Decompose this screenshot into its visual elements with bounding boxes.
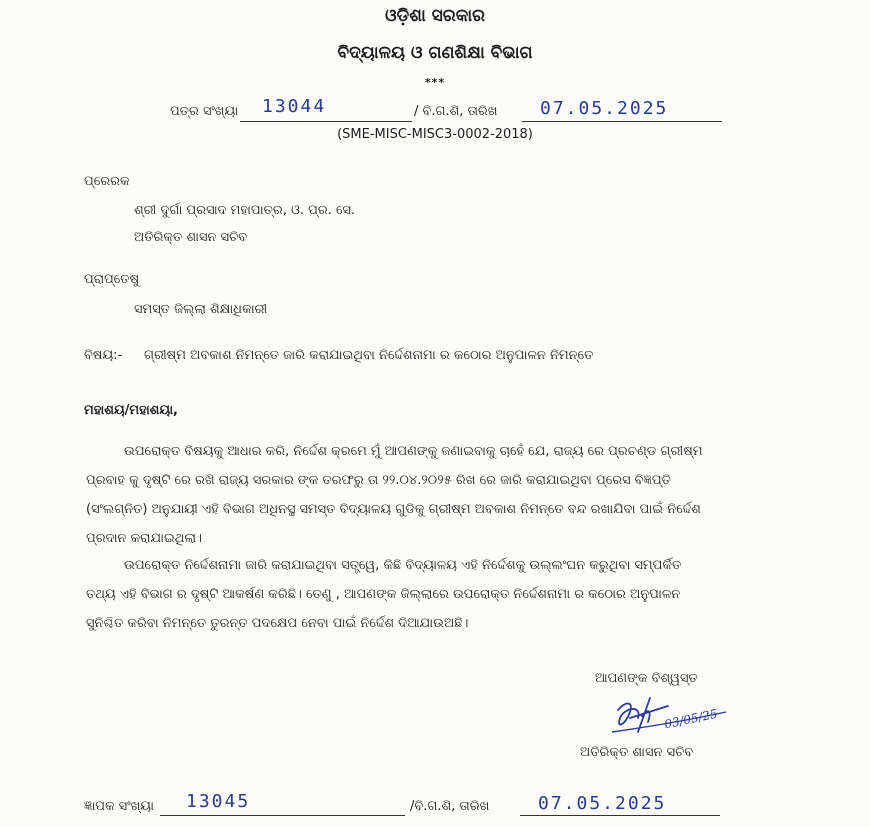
letter-no-label: ପତ୍ର ସଂଖ୍ୟା — [170, 104, 239, 119]
recipient-label: ପ୍ରାପ୍ତେଷୁ — [84, 272, 140, 287]
subject-text: ଗ୍ରୀଷ୍ମ ଅବକାଶ ନିମନ୍ତେ ଜାରି କରାଯାଇଥିବା ନିର୍ଦ୍ଦେଶନାମା ର କଠୋର ଅନୁପାଳନ ନିମନ୍ତେ — [144, 348, 594, 363]
body-line: ସୁନିଶ୍ଚିତ କରିବା ନିମନ୍ତେ ତୁରନ୍ତ ପଦକ୍ଷେପ ନେବା ପାଇଁ ନିର୍ଦ୍ଦେଶ ଦିଆଯାଉଅଛି। — [86, 616, 469, 631]
sender-label: ପ୍ରେରକ — [84, 174, 130, 189]
department-heading: ବିଦ୍ୟାଳୟ ଓ ଗଣଶିକ୍ଷା ବିଭାଗ — [337, 43, 533, 63]
signature-date: 03/05/25 — [663, 706, 719, 732]
memo-date: 07.05.2025 — [538, 793, 667, 814]
subject-label: ବିଷୟ:- — [84, 348, 123, 363]
body-line: ପ୍ରବାହ କୁ ଦୃଷ୍ଟି ରେ ରଖି ରାଜ୍ୟ ସରକାର ଙ୍କ ତରଫରୁ ତା ୨୨.୦୪.୨୦୨୫ ରିଖ ରେ ଜାରି କରାଯାଇଥିବା ପ୍ରେସ ବିଜ୍ଞପ୍ତି — [86, 473, 671, 488]
letter-no-value: 13044 — [262, 96, 327, 117]
letter-date-underline — [522, 121, 722, 122]
letter-no-underline — [240, 121, 412, 122]
letter-date: 07.05.2025 — [540, 98, 669, 119]
letter-no-suffix: / ବି.ଗ.ଶି, ତାରିଖ — [414, 104, 498, 119]
memo-no-underline — [160, 815, 405, 816]
memo-no-value: 13045 — [186, 791, 251, 812]
recipient-name: ସମସ୍ତ ଜିଲ୍ଲା ଶିକ୍ଷାଧିକାରୀ — [134, 302, 268, 317]
body-line: (ସଂଲଗ୍ନିତ) ଅନୁଯାୟୀ ଏହି ବିଭାଗ ଅଧିନସ୍ଥ ସମସ୍ତ ବିଦ୍ୟାଳୟ ଗୁଡିକୁ ଗ୍ରୀଷ୍ମ ଅବକାଶ ନିମନ୍ତେ ବନ୍ଦ ରଖାଯିବା ପାଇଁ ନିର୍ଦ୍ଦେଶ — [86, 502, 701, 517]
body-paragraph-2 — [86, 551, 786, 638]
closing-designation: ଅତିରିକ୍ତ ଶାସନ ସଚିବ — [580, 745, 694, 760]
body-line: ତଥ୍ୟ ଏହି ବିଭାଗ ର ଦୃଷ୍ଟି ଆକର୍ଷଣ କରିଛି। ତେଣୁ , ଆପଣଙ୍କ ଜିଲ୍ଲାରେ ଉପରୋକ୍ତ ନିର୍ଦ୍ଦେଶନାମା ର କଠୋର ଅନୁପାଳନ — [86, 587, 681, 602]
file-reference: (SME-MISC-MISC3-0002-2018) — [337, 127, 533, 142]
header-separator: *** — [424, 76, 446, 89]
body-paragraph-1 — [86, 437, 786, 553]
body-line: ଉପରୋକ୍ତ ବିଷୟକୁ ଆଧାର କରି, ନିର୍ଦ୍ଦେଶ କ୍ରମେ ମୁଁ ଆପଣଙ୍କୁ ଜଣାଇବାକୁ ଚାହେଁ ଯେ, ରାଜ୍ୟ ରେ ପ୍ରଚଣ୍ଡ ଗ୍ରୀଷ୍ମ — [124, 444, 703, 459]
sender-designation: ଅତିରିକ୍ତ ଶାସନ ସଚିବ — [134, 230, 248, 245]
government-heading: ଓଡ଼ିଶା ସରକାର — [384, 6, 486, 26]
body-line: ପ୍ରଦାନ କରାଯାଇଥିଲା। — [86, 531, 202, 546]
memo-no-suffix: /ବି.ଗ.ଶି, ତାରିଖ — [410, 799, 490, 814]
memo-no-label: ଜ୍ଞାପକ ସଂଖ୍ୟା — [84, 799, 154, 814]
body-line: ଉପରୋକ୍ତ ନିର୍ଦ୍ଦେଶନାମା ଜାରି କରାଯାଇଥିବା ସତ୍ତ୍ୱେ, କିଛି ବିଦ୍ୟାଳୟ ଏହି ନିର୍ଦ୍ଦେଶକୁ ଉଲ୍ଲଂଘନ କରୁଥିବା ସମ୍ପର୍କିତ — [124, 558, 682, 573]
closing-yours: ଆପଣଙ୍କ ବିଶ୍ୱସ୍ତ — [595, 671, 698, 686]
memo-date-underline — [520, 815, 720, 816]
salutation: ମହାଶୟ/ମହାଶୟା, — [84, 403, 178, 418]
sender-name: ଶ୍ରୀ ଦୁର୍ଗା ପ୍ରସାଦ ମହାପାତ୍ର, ଓ. ପ୍ର. ସେ. — [134, 203, 356, 218]
